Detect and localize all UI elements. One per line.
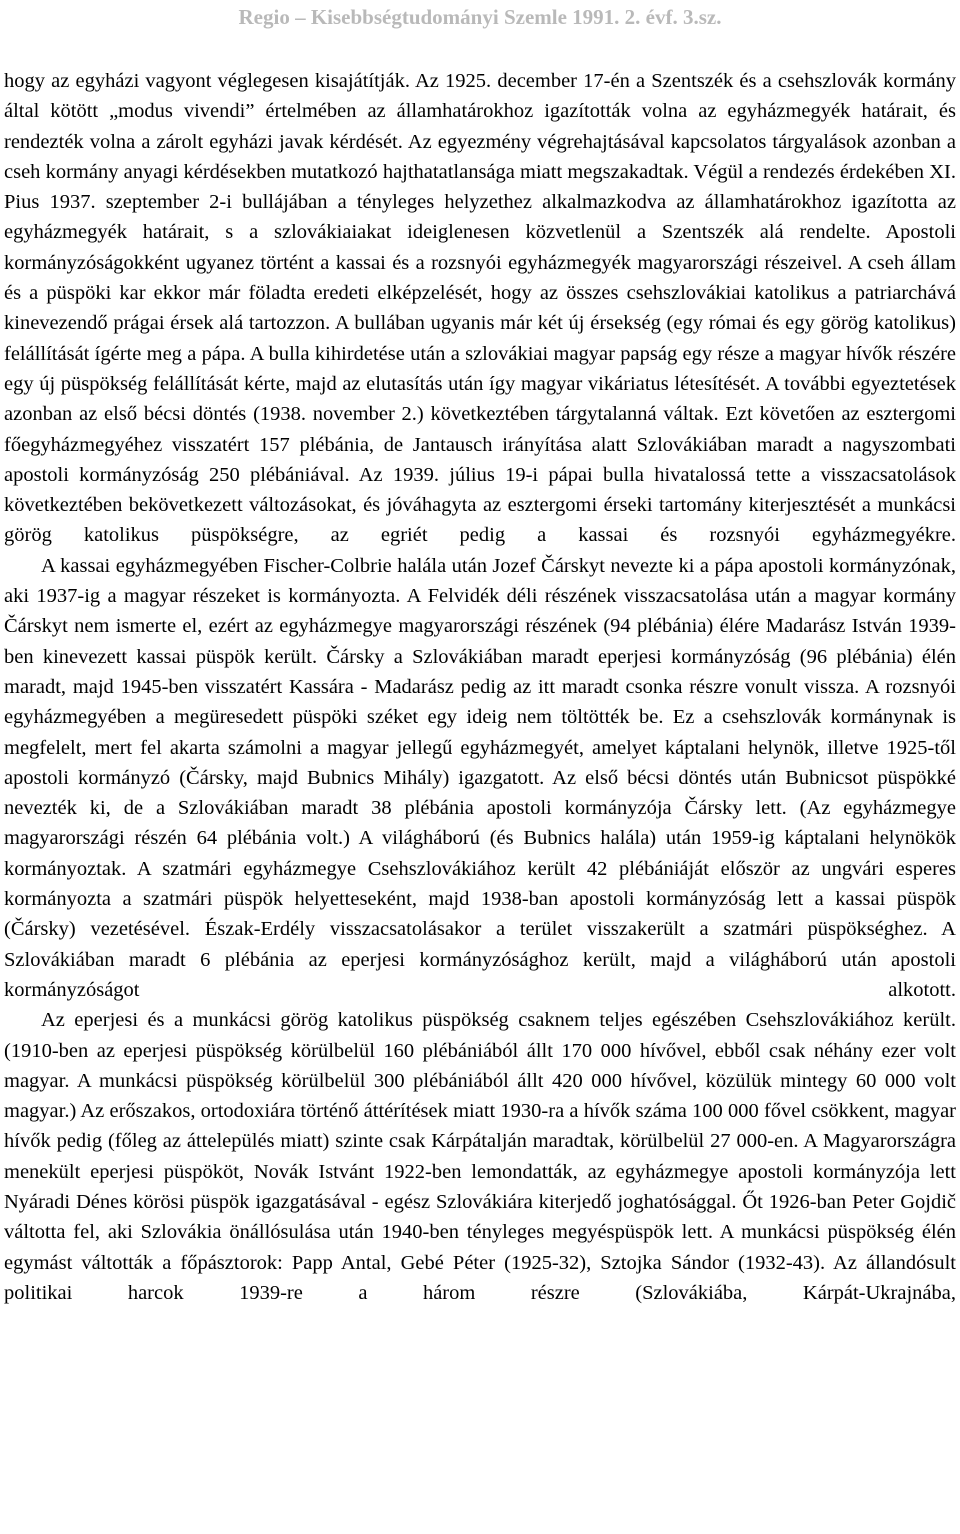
paragraph-3: Az eperjesi és a munkácsi görög katolikus püspökség csaknem teljes egészében Csehszlovákiához került. (1910-ben az eperjesi püspökség körülbelül 160 plébániából állt 170 000 hívővel, ebből csak néhány ezer volt magyar. A munkácsi püspökség körülbelül 300 plébániából állt 420 000 hívővel, közülük mintegy 60 000 volt magyar.) Az erőszakos, ortodoxiára történő áttérítések miatt 1930-ra a hívők száma 100 000 fővel csökkent, magyar hívők pedig (főleg az áttelepülés miatt) szinte csak Kárpátalján maradtak, körülbelül 27 000-en. A Magyarországra menekült eperjesi püspököt, Novák Istvánt 1922-ben lemondatták, az egyházmegye apostoli kormányzója lett Nyáradi Dénes körösi püspök igazgatásával - egész Szlovákiára kiterjedő joghatósággal. Őt 1926-ban Peter Gojdič váltotta fel, aki Szlovákia önállósulása után 1940-ben tényleges megyéspüspök lett. A munkácsi püspökség élén egymást váltották a főpásztorok: Papp Antal, Gebé Péter (1925-32), Sztojka Sándor (1932-43). Az állandósult politikai harcok 1939-re a három részre (Szlovákiába, Kárpát-Ukrajnába, [4, 1009, 956, 1304]
paragraph-2: A kassai egyházmegyében Fischer-Colbrie halála után Jozef Čárskyt nevezte ki a pápa apostoli kormányzónak, aki 1937-ig a magyar részeket is kormányozta. A Felvidék déli részének visszacsatolása után a magyar kormány Čárskyt nem ismerte el, ezért az egyházmegye magyarországi részének (94 plébánia) élére Madarász István 1939-ben kinevezett kassai püspök került. Čársky a Szlovákiában maradt eperjesi kormányzóság (96 plébánia) élén maradt, majd 1945-ben visszatért Kassára - Madarász pedig az itt maradt csonka részre vonult vissza. A rozsnyói egyházmegyében a megüresedett püspöki széket egy ideig nem töltötték be. Ez a csehszlovák kormánynak is megfelelt, mert fel akarta számolni a magyar jellegű egyházmegyét, amelyet káptalani helynök, illetve 1925-től apostoli kormányzó (Čársky, majd Bubnics Mihály) igazgatott. Az első bécsi döntés után Bubnicsot püspökké nevezték ki, de a Szlovákiában maradt 38 plébánia apostoli kormányzója Čársky lett. (Az egyházmegye magyarországi részén 64 plébánia volt.) A világháború (és Bubnics halála) után 1959-ig káptalani helynökök kormányoztak. A szatmári egyházmegye Csehszlovákiához került 42 plébániáját először az ungvári esperes kormányozta a szatmári püspök helyetteseként, majd 1938-ban apostoli kormányzóság lett a kassai püspök (Čársky) vezetésével. Észak-Erdély visszacsatolásakor a terület visszakerült a szatmári püspökséghez. A Szlovákiában maradt 6 plébánia az eperjesi kormányzósághoz került, majd a világháború után apostoli kormányzóságot alkotott. [4, 554, 956, 1001]
page-header: Regio – Kisebbségtudományi Szemle 1991. 2. évf. 3.sz. [238, 5, 722, 29]
paragraph-1: hogy az egyházi vagyont véglegesen kisajátítják. Az 1925. december 17-én a Szentszék és a csehszlovák kormány által kötött „modus vivendi” értelmében az államhatárokhoz igazították volna az egyházmegyék határait, és rendezték volna a zárolt egyházi javak kérdését. Az egyezmény végrehajtásával kapcsolatos tárgyalások azonban a cseh kormány anyagi kérdésekben mutatkozó hajthatatlansága miatt megszakadtak. Végül a rendezés érdekében XI. Pius 1937. szeptember 2-i bullájában a tényleges helyzethez alkalmazkodva az államhatárokhoz igazította az egyházmegyék határait, s a szlovákiaiakat ideiglenesen közvetlenül a Szentszék alá rendelte. Apostoli kormányzóságokként ugyanez történt a kassai és a rozsnyói egyházmegyék magyarországi részeivel. A cseh állam és a püspöki kar ekkor már föladta eredeti elképzelését, hogy az összes csehszlovákiai katolikus a patriarchává kinevezendő prágai érsek alá tartozzon. A bullában ugyanis már két új érsekség (egy római és egy görög katolikus) felállítását ígérte meg a pápa. A bulla kihirdetése után a szlovákiai magyar papság egy része a magyar hívők részére egy új püspökség felállítását kérte, majd az elutasítás után így magyar vikáriatus létesítését. A további egyeztetések azonban az első bécsi döntés (1938. november 2.) következtében tárgytalanná váltak. Ezt követően az esztergomi főegyházmegyéhez visszatért 157 plébánia, de Jantausch irányítása alatt Szlovákiában maradt a nagyszombati apostoli kormányzóság 250 plébániával. Az 1939. július 19-i pápai bulla hivatalossá tette a visszacsatolások következtében bekövetkezett változásokat, és jóváhagyta az esztergomi érseki tartomány kiterjesztését a munkácsi görög katolikus püspökségre, az egriét pedig a kassai és rozsnyói egyházmegyékre. [4, 70, 956, 547]
article-body [4, 66, 956, 1308]
